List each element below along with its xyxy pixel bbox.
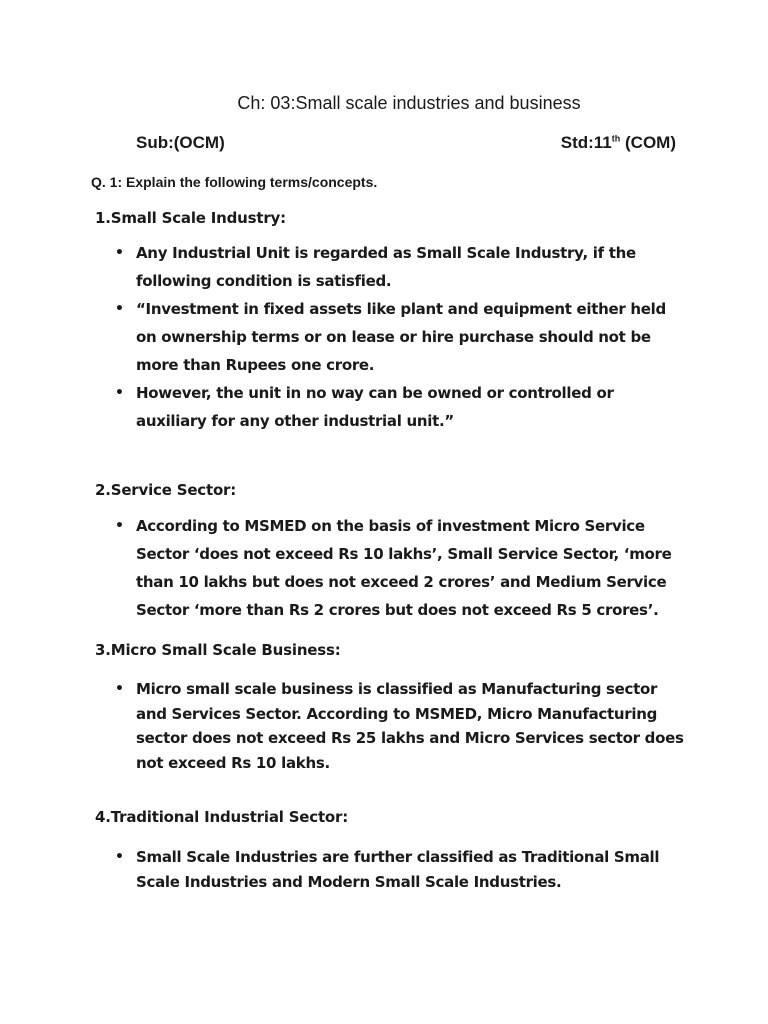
list-item	[95, 845, 685, 894]
list-item-text: Small Scale Industries are further classified as Traditional Small Scale Industries and Modern Small Scale Industries.	[136, 848, 660, 891]
list-item	[95, 677, 685, 775]
subject-label: Sub:(OCM)	[136, 133, 225, 152]
section-heading: 2.Service Sector:	[95, 481, 237, 499]
bullet-icon: •	[115, 301, 124, 317]
list-item-text: However, the unit in no way can be owned or controlled or auxiliary for any other industrial unit.”	[136, 384, 614, 430]
bullet-icon: •	[115, 849, 124, 865]
section-heading: 1.Small Scale Industry:	[95, 209, 286, 227]
section-small-scale-industry	[95, 209, 685, 435]
list-item-text: “Investment in fixed assets like plant and equipment either held on ownership terms or on lease or hire purchase should not be more than Rupees one crore.	[136, 300, 666, 374]
bullet-list	[95, 677, 685, 775]
question-heading: Q. 1: Explain the following terms/concepts.	[91, 174, 378, 190]
document-title: Ch: 03:Small scale industries and business	[237, 93, 581, 113]
list-item	[95, 512, 685, 624]
list-item-text: Micro small scale business is classified as Manufacturing sector and Services Sector. According to MSMED, Micro Manufacturing sector does not exceed Rs 25 lakhs and Micro Services sector does not exceed Rs 10 lakhs.	[136, 680, 684, 772]
list-item-text: Any Industrial Unit is regarded as Small Scale Industry, if the following condition is satisfied.	[136, 244, 636, 290]
section-heading: 4.Traditional Industrial Sector:	[95, 808, 349, 826]
standard-superscript: th	[611, 133, 621, 144]
bullet-icon: •	[115, 385, 124, 401]
bullet-list	[95, 512, 685, 624]
section-traditional-industrial-sector	[95, 808, 685, 894]
bullet-icon: •	[115, 245, 124, 261]
list-item-text: According to MSMED on the basis of investment Micro Service Sector ‘does not exceed Rs 10 lakhs’, Small Service Sector, ‘more than 10 lakhs but does not exceed 2 crores’ and Medium Service Sector ‘more than Rs 2 crores but does not exceed Rs 5 crores’.	[136, 517, 672, 619]
section-micro-small-scale-business	[95, 641, 685, 775]
bullet-list	[95, 845, 685, 894]
list-item	[95, 379, 685, 435]
list-item	[95, 295, 685, 379]
standard-label	[561, 133, 676, 153]
bullet-icon: •	[115, 681, 124, 697]
section-service-sector	[95, 481, 685, 624]
list-item	[95, 239, 685, 295]
section-heading: 3.Micro Small Scale Business:	[95, 641, 341, 659]
bullet-icon: •	[115, 518, 124, 534]
standard-suffix: (COM)	[620, 133, 676, 152]
bullet-list	[95, 239, 685, 435]
standard-prefix: Std:11	[560, 133, 612, 152]
